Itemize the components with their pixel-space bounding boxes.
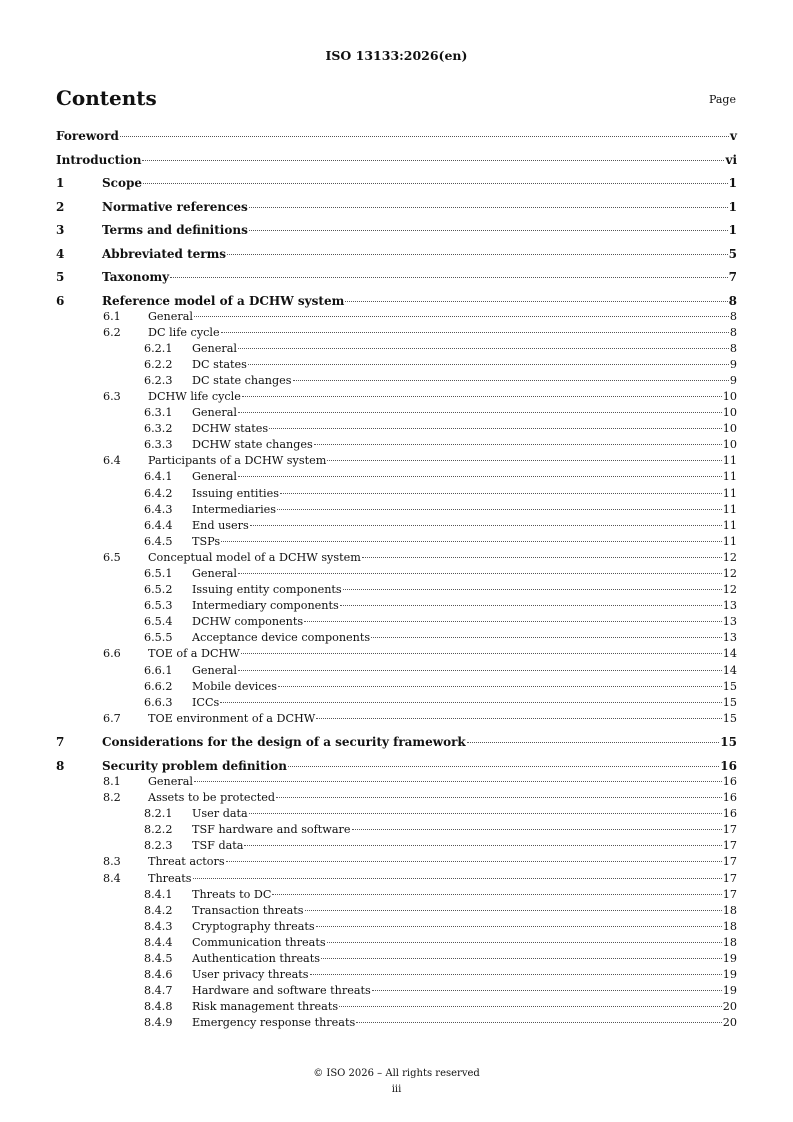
toc-entry-number: 8.4.6 <box>144 968 173 982</box>
toc-entry[interactable] <box>56 695 737 711</box>
toc-entry-title: Abbreviated terms <box>102 246 227 261</box>
toc-entry-number: 8.1 <box>103 774 121 788</box>
toc-entry[interactable] <box>56 421 737 437</box>
toc-entry-page: 20 <box>722 1000 737 1014</box>
toc-entry[interactable] <box>56 711 737 727</box>
toc-entry[interactable] <box>56 309 737 325</box>
toc-entry-number: 8.4.9 <box>144 1016 173 1030</box>
toc-entry[interactable] <box>56 646 737 662</box>
toc-entry[interactable] <box>56 246 737 262</box>
toc-dot-leader <box>220 702 721 703</box>
toc-entry-title: Emergency response threats <box>192 1016 356 1030</box>
toc-dot-leader <box>316 926 722 927</box>
toc-entry-title: Assets to be protected <box>148 791 276 805</box>
toc-entry-number: 8.4.4 <box>144 935 173 949</box>
toc-entry[interactable] <box>56 806 737 822</box>
toc-entry[interactable] <box>56 758 737 774</box>
toc-entry-number: 8.4.3 <box>144 919 173 933</box>
toc-entry-title: Communication threats <box>192 935 326 949</box>
toc-entry-page: 17 <box>722 855 737 869</box>
document-header: ISO 13133:2026(en) <box>325 48 468 63</box>
toc-dot-leader <box>293 380 729 381</box>
toc-entry[interactable] <box>56 325 737 341</box>
toc-entry-title: DC state changes <box>192 373 292 387</box>
toc-entry[interactable] <box>56 935 737 951</box>
toc-dot-leader <box>321 958 722 959</box>
toc-entry[interactable] <box>56 269 737 285</box>
toc-entry-page: 19 <box>722 968 737 982</box>
toc-entry-page: 11 <box>722 534 737 548</box>
toc-entry-number: 6.4.4 <box>144 518 173 532</box>
toc-entry-number: 8.4.8 <box>144 1000 173 1014</box>
toc-entry[interactable] <box>56 967 737 983</box>
toc-entry-number: 5 <box>56 270 65 284</box>
toc-entry-number: 8.2.2 <box>144 823 173 837</box>
copyright-notice: © ISO 2026 – All rights reserved <box>313 1068 480 1079</box>
toc-entry-page: 1 <box>728 199 737 214</box>
toc-entry-title: End users <box>192 518 249 532</box>
toc-entry-page: 13 <box>722 599 737 613</box>
toc-entry-title: DC states <box>192 357 247 371</box>
toc-entry-title: Threat actors <box>148 855 225 869</box>
toc-entry-number: 6.4 <box>103 454 121 468</box>
toc-dot-leader <box>269 428 722 429</box>
toc-entry-title: TSF hardware and software <box>192 823 351 837</box>
toc-entry-page: 14 <box>722 647 737 661</box>
toc-dot-leader <box>226 861 722 862</box>
toc-entry[interactable] <box>56 598 737 614</box>
toc-entry-title: Intermediary components <box>192 599 339 613</box>
toc-entry-title: Issuing entity components <box>192 583 342 597</box>
toc-entry[interactable] <box>56 222 737 238</box>
toc-dot-leader <box>314 444 722 445</box>
toc-entry-number: 6.5.1 <box>144 567 173 580</box>
toc-entry-title: General <box>148 309 193 323</box>
toc-entry-page: 12 <box>722 567 737 580</box>
toc-entry[interactable] <box>56 373 737 389</box>
toc-entry-page: 5 <box>728 246 737 261</box>
toc-entry[interactable] <box>56 614 737 630</box>
toc-entry-title: TOE of a DCHW <box>148 647 240 661</box>
table-of-contents <box>56 128 737 1031</box>
toc-entry[interactable] <box>56 887 737 903</box>
toc-entry-title: General <box>192 470 237 484</box>
toc-entry-title: DCHW state changes <box>192 438 313 452</box>
toc-entry-page: 12 <box>722 583 737 597</box>
toc-dot-leader <box>310 974 722 975</box>
toc-entry-number: 8.2 <box>103 791 121 805</box>
toc-entry[interactable] <box>56 175 737 191</box>
toc-entry-title: DC life cycle <box>148 325 220 339</box>
toc-entry-title: DCHW components <box>192 615 304 629</box>
toc-entry-title: ICCs <box>192 695 220 709</box>
toc-entry-number: 8 <box>56 758 65 773</box>
toc-entry-title: Taxonomy <box>102 270 170 284</box>
toc-entry-page: 11 <box>722 518 737 532</box>
toc-entry-page: 17 <box>722 887 737 901</box>
toc-entry[interactable] <box>56 919 737 935</box>
toc-entry[interactable] <box>56 293 737 309</box>
toc-entry-page: 17 <box>722 839 737 853</box>
toc-entry-title: Authentication threats <box>192 951 320 965</box>
toc-entry[interactable] <box>56 534 737 550</box>
toc-entry-page: 1 <box>728 223 737 237</box>
toc-dot-leader <box>120 136 729 137</box>
toc-entry-number: 7 <box>56 735 65 750</box>
toc-entry-title: Reference model of a DCHW system <box>102 293 345 308</box>
toc-entry[interactable] <box>56 437 737 453</box>
toc-entry-page: 20 <box>722 1016 737 1030</box>
toc-entry-page: 18 <box>722 935 737 949</box>
toc-entry[interactable] <box>56 453 737 469</box>
toc-entry-title: User data <box>192 807 248 821</box>
toc-entry[interactable] <box>56 128 737 144</box>
toc-dot-leader <box>278 686 722 687</box>
toc-dot-leader <box>343 589 722 590</box>
toc-dot-leader <box>339 1006 722 1007</box>
toc-entry-page: 11 <box>722 502 737 516</box>
toc-entry-title: General <box>192 406 237 420</box>
toc-entry-page: 13 <box>722 631 737 645</box>
toc-entry[interactable] <box>56 357 737 373</box>
toc-entry-title: Considerations for the design of a security framework <box>102 735 466 750</box>
toc-dot-leader <box>221 541 722 542</box>
toc-entry-title: Foreword <box>56 129 119 143</box>
toc-entry-title: General <box>192 567 237 580</box>
toc-entry-title: Terms and definitions <box>102 223 248 237</box>
toc-dot-leader <box>327 942 722 943</box>
toc-entry-page: vi <box>725 152 737 167</box>
toc-dot-leader <box>238 670 722 671</box>
toc-entry[interactable] <box>56 550 737 566</box>
toc-entry[interactable] <box>56 502 737 518</box>
toc-entry-page: 19 <box>722 984 737 998</box>
toc-dot-leader <box>238 476 722 477</box>
toc-dot-leader <box>272 894 721 895</box>
toc-entry-page: 19 <box>722 951 737 965</box>
toc-entry[interactable] <box>56 774 737 790</box>
toc-entry-number: 6.5.2 <box>144 583 173 597</box>
toc-entry-title: Normative references <box>102 199 248 214</box>
toc-entry-number: 8.4 <box>103 871 121 885</box>
toc-entry-title: Scope <box>102 176 143 190</box>
toc-entry-title: TSF data <box>192 839 244 853</box>
toc-entry-number: 3 <box>56 223 65 237</box>
toc-dot-leader <box>280 493 722 494</box>
toc-entry-title: Security problem definition <box>102 758 287 773</box>
toc-entry-title: DCHW life cycle <box>148 389 241 403</box>
toc-entry-page: 10 <box>722 389 737 403</box>
toc-entry-number: 6.2.3 <box>144 373 173 387</box>
toc-entry-number: 8.4.1 <box>144 887 173 901</box>
toc-entry[interactable] <box>56 566 737 582</box>
toc-entry[interactable] <box>56 983 737 999</box>
toc-entry[interactable] <box>56 630 737 646</box>
toc-entry-page: 7 <box>728 270 737 284</box>
toc-entry-page: 16 <box>720 758 737 773</box>
toc-entry-number: 8.2.3 <box>144 839 173 853</box>
toc-entry-page: 9 <box>729 373 737 387</box>
toc-dot-leader <box>304 621 722 622</box>
toc-entry[interactable] <box>56 518 737 534</box>
toc-entry[interactable] <box>56 469 737 485</box>
toc-entry[interactable] <box>56 341 737 357</box>
toc-entry-number: 6.7 <box>103 711 121 725</box>
toc-entry[interactable] <box>56 389 737 405</box>
toc-dot-leader <box>241 653 722 654</box>
toc-entry-page: 15 <box>722 711 737 725</box>
toc-entry-page: 18 <box>722 903 737 917</box>
toc-entry-number: 6.4.3 <box>144 502 173 516</box>
toc-entry-number: 6.2.2 <box>144 357 173 371</box>
page-footer <box>0 1066 793 1098</box>
toc-dot-leader <box>250 525 722 526</box>
toc-entry-page: 18 <box>722 919 737 933</box>
toc-entry-number: 6.5 <box>103 550 121 564</box>
toc-dot-leader <box>242 396 722 397</box>
toc-entry-number: 6.3.3 <box>144 438 173 452</box>
toc-entry-number: 8.4.5 <box>144 951 173 965</box>
toc-entry[interactable] <box>56 1015 737 1031</box>
toc-entry-page: 15 <box>722 679 737 693</box>
toc-entry-number: 8.4.7 <box>144 984 173 998</box>
toc-entry-number: 1 <box>56 176 65 190</box>
toc-dot-leader <box>340 605 722 606</box>
toc-entry[interactable] <box>56 854 737 870</box>
toc-entry-title: Issuing entities <box>192 486 279 500</box>
toc-entry[interactable] <box>56 663 737 679</box>
toc-dot-leader <box>362 557 722 558</box>
toc-entry-number: 8.3 <box>103 855 121 869</box>
toc-entry-number: 6.3 <box>103 389 121 403</box>
toc-entry-page: 16 <box>722 791 737 805</box>
toc-entry-page: 16 <box>722 774 737 788</box>
toc-entry-title: Conceptual model of a DCHW system <box>148 550 361 564</box>
toc-entry-number: 2 <box>56 199 65 214</box>
toc-entry[interactable] <box>56 838 737 854</box>
toc-dot-leader <box>249 230 728 231</box>
toc-entry-page: 8 <box>729 341 737 355</box>
toc-dot-leader <box>327 460 721 461</box>
toc-dot-leader <box>238 348 729 349</box>
toc-entry[interactable] <box>56 822 737 838</box>
toc-entry[interactable] <box>56 871 737 887</box>
toc-dot-leader <box>305 910 722 911</box>
toc-entry-page: 15 <box>722 695 737 709</box>
toc-entry-title: Hardware and software threats <box>192 984 371 998</box>
toc-dot-leader <box>194 781 722 782</box>
toc-entry-page: 11 <box>722 454 737 468</box>
toc-entry-title: Risk management threats <box>192 1000 339 1014</box>
toc-dot-leader <box>356 1022 722 1023</box>
toc-entry-title: TOE environment of a DCHW <box>148 711 316 725</box>
toc-entry-page: 11 <box>722 486 737 500</box>
toc-entry-page: 13 <box>722 615 737 629</box>
toc-entry-title: Threats <box>148 871 192 885</box>
toc-dot-leader <box>345 301 727 302</box>
toc-entry[interactable] <box>56 734 737 750</box>
toc-entry[interactable] <box>56 790 737 806</box>
toc-entry[interactable] <box>56 903 737 919</box>
toc-entry-page: 17 <box>722 823 737 837</box>
toc-dot-leader <box>143 183 728 184</box>
toc-entry[interactable] <box>56 486 737 502</box>
toc-entry-number: 6.5.3 <box>144 599 173 613</box>
toc-dot-leader <box>221 332 729 333</box>
page-number: iii <box>391 1084 402 1095</box>
toc-entry[interactable] <box>56 582 737 598</box>
page-column-label: Page <box>708 93 736 106</box>
toc-entry-title: General <box>192 663 237 677</box>
toc-entry-number: 6.5.5 <box>144 631 173 645</box>
toc-entry-page: 15 <box>720 735 737 750</box>
toc-dot-leader <box>248 364 729 365</box>
toc-dot-leader <box>316 718 721 719</box>
toc-entry-page: 9 <box>729 357 737 371</box>
toc-entry-number: 6.6 <box>103 647 121 661</box>
toc-entry-page: 14 <box>722 663 737 677</box>
toc-dot-leader <box>244 845 721 846</box>
toc-entry-title: Transaction threats <box>192 903 304 917</box>
toc-entry-title: DCHW states <box>192 422 269 436</box>
toc-entry-number: 6.3.1 <box>144 406 173 420</box>
toc-entry-title: TSPs <box>192 534 221 548</box>
toc-entry[interactable] <box>56 999 737 1015</box>
toc-entry-number: 6.5.4 <box>144 615 173 629</box>
toc-dot-leader <box>249 813 722 814</box>
toc-entry-number: 6.6.3 <box>144 695 173 709</box>
toc-dot-leader <box>193 878 722 879</box>
toc-dot-leader <box>238 573 722 574</box>
toc-entry-title: Threats to DC <box>192 887 272 901</box>
toc-entry-page: 8 <box>729 309 737 323</box>
toc-entry-title: Acceptance device components <box>192 631 371 645</box>
toc-entry-number: 8.4.2 <box>144 903 173 917</box>
toc-entry-number: 6.1 <box>103 309 121 323</box>
toc-entry-page: 10 <box>722 406 737 420</box>
toc-entry-page: 1 <box>728 176 737 190</box>
toc-entry-number: 6.2 <box>103 325 121 339</box>
toc-entry[interactable] <box>56 405 737 421</box>
toc-entry-title: Intermediaries <box>192 502 277 516</box>
toc-entry-page: 8 <box>728 293 737 308</box>
toc-entry-page: 8 <box>729 325 737 339</box>
toc-entry-number: 6.4.5 <box>144 534 173 548</box>
toc-entry-title: User privacy threats <box>192 968 309 982</box>
toc-entry-number: 8.2.1 <box>144 807 173 821</box>
toc-dot-leader <box>238 412 722 413</box>
toc-entry-page: 11 <box>722 470 737 484</box>
toc-entry-number: 6.4.1 <box>144 470 173 484</box>
page-title: Contents <box>56 86 157 110</box>
toc-dot-leader <box>249 207 728 208</box>
toc-entry-page: 17 <box>722 871 737 885</box>
toc-entry-title: General <box>148 774 193 788</box>
toc-entry-number: 6.4.2 <box>144 486 173 500</box>
toc-entry-page: 16 <box>722 807 737 821</box>
toc-dot-leader <box>142 160 724 161</box>
toc-entry-page: 10 <box>722 438 737 452</box>
toc-dot-leader <box>276 797 722 798</box>
toc-entry[interactable] <box>56 679 737 695</box>
toc-dot-leader <box>372 990 722 991</box>
toc-dot-leader <box>467 742 720 743</box>
toc-entry-title: General <box>192 341 237 355</box>
toc-entry-number: 6.6.1 <box>144 663 173 677</box>
toc-entry-page: v <box>730 129 737 143</box>
toc-entry-page: 12 <box>722 550 737 564</box>
toc-entry[interactable] <box>56 152 737 168</box>
toc-dot-leader <box>170 277 728 278</box>
toc-entry-number: 6.6.2 <box>144 679 173 693</box>
toc-entry-title: Participants of a DCHW system <box>148 454 327 468</box>
toc-entry[interactable] <box>56 199 737 215</box>
toc-entry-title: Introduction <box>56 152 142 167</box>
toc-entry-title: Cryptography threats <box>192 919 315 933</box>
toc-dot-leader <box>352 829 722 830</box>
toc-entry-number: 6.2.1 <box>144 341 173 355</box>
toc-entry-number: 6.3.2 <box>144 422 173 436</box>
toc-dot-leader <box>227 254 728 255</box>
toc-dot-leader <box>277 509 722 510</box>
toc-entry-number: 6 <box>56 293 65 308</box>
toc-entry-page: 10 <box>722 422 737 436</box>
toc-dot-leader <box>371 637 722 638</box>
toc-dot-leader <box>194 316 729 317</box>
toc-dot-leader <box>288 766 719 767</box>
toc-entry[interactable] <box>56 951 737 967</box>
toc-entry-title: Mobile devices <box>192 679 277 693</box>
toc-entry-number: 4 <box>56 246 65 261</box>
